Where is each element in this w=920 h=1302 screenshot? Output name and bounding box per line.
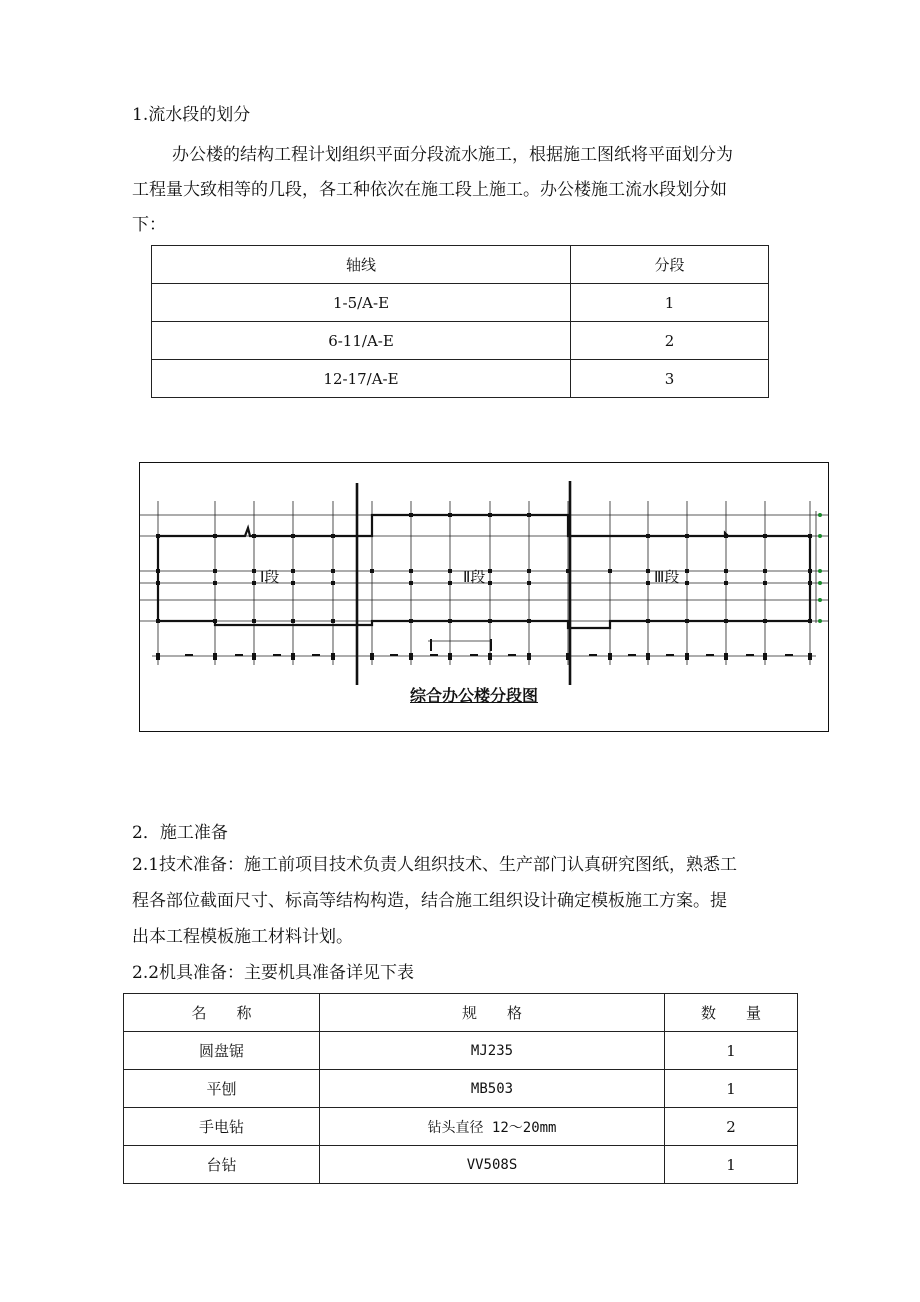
segment-table: [151, 245, 769, 398]
segment-2-label: Ⅱ段: [463, 568, 486, 586]
cell-quantity: 2: [665, 1108, 798, 1146]
cell-segment: 3: [571, 360, 769, 398]
cell-segment: 2: [571, 322, 769, 360]
table-row: [152, 360, 769, 398]
cell-spec: MB503: [320, 1070, 665, 1108]
table-row: [152, 322, 769, 360]
cell-quantity: 1: [665, 1070, 798, 1108]
cell-name: 圆盘锯: [124, 1032, 320, 1070]
header-quantity: 数 量: [665, 994, 798, 1032]
table-row: [124, 1146, 798, 1184]
section-1-paragraph-line-1: 办公楼的结构工程计划组织平面分段流水施工，根据施工图纸将平面划分为: [172, 145, 733, 165]
cell-axis: 1-5/A-E: [152, 284, 571, 322]
segment-1-label: Ⅰ段: [260, 568, 280, 586]
table-row: [152, 284, 769, 322]
section-1-paragraph-line-2: 工程量大致相等的几段，各工种依次在施工段上施工。办公楼施工流水段划分如: [132, 180, 727, 200]
tool-table: [123, 993, 798, 1184]
section-2-1-line-1: 2.1技术准备：施工前项目技术负责人组织技术、生产部门认真研究图纸，熟悉工: [132, 855, 738, 875]
cell-name: 平刨: [124, 1070, 320, 1108]
plan-caption: 综合办公楼分段图: [410, 686, 539, 705]
section-2-1-line-3: 出本工程模板施工材料计划。: [132, 927, 353, 947]
table-row: [124, 1032, 798, 1070]
header-name: 名 称: [124, 994, 320, 1032]
cell-spec: 钻头直径 12～20mm: [320, 1108, 665, 1146]
section-1-paragraph-line-3: 下：: [132, 215, 166, 235]
floor-plan-drawing: [139, 462, 829, 732]
section-2-1-line-2: 程各部位截面尺寸、标高等结构构造，结合施工组织设计确定模板施工方案。提: [132, 891, 727, 911]
axis-bubbles: [816, 511, 822, 623]
cell-axis: 6-11/A-E: [152, 322, 571, 360]
table-header-row: [152, 246, 769, 284]
cell-quantity: 1: [665, 1146, 798, 1184]
header-axis: 轴线: [152, 246, 571, 284]
table-row: [124, 1070, 798, 1108]
cell-name: 手电钻: [124, 1108, 320, 1146]
section-2-heading: 2．施工准备: [132, 823, 228, 843]
cell-axis: 12-17/A-E: [152, 360, 571, 398]
header-spec: 规 格: [320, 994, 665, 1032]
cell-segment: 1: [571, 284, 769, 322]
segment-3-label: Ⅲ段: [654, 568, 680, 586]
cell-quantity: 1: [665, 1032, 798, 1070]
cell-name: 台钻: [124, 1146, 320, 1184]
cell-spec: VV508S: [320, 1146, 665, 1184]
section-2-2-heading: 2.2机具准备：主要机具准备详见下表: [132, 963, 415, 983]
cell-spec: MJ235: [320, 1032, 665, 1070]
table-header-row: [124, 994, 798, 1032]
section-1-heading: 1.流水段的划分: [132, 105, 251, 125]
header-segment: 分段: [571, 246, 769, 284]
table-row: [124, 1108, 798, 1146]
